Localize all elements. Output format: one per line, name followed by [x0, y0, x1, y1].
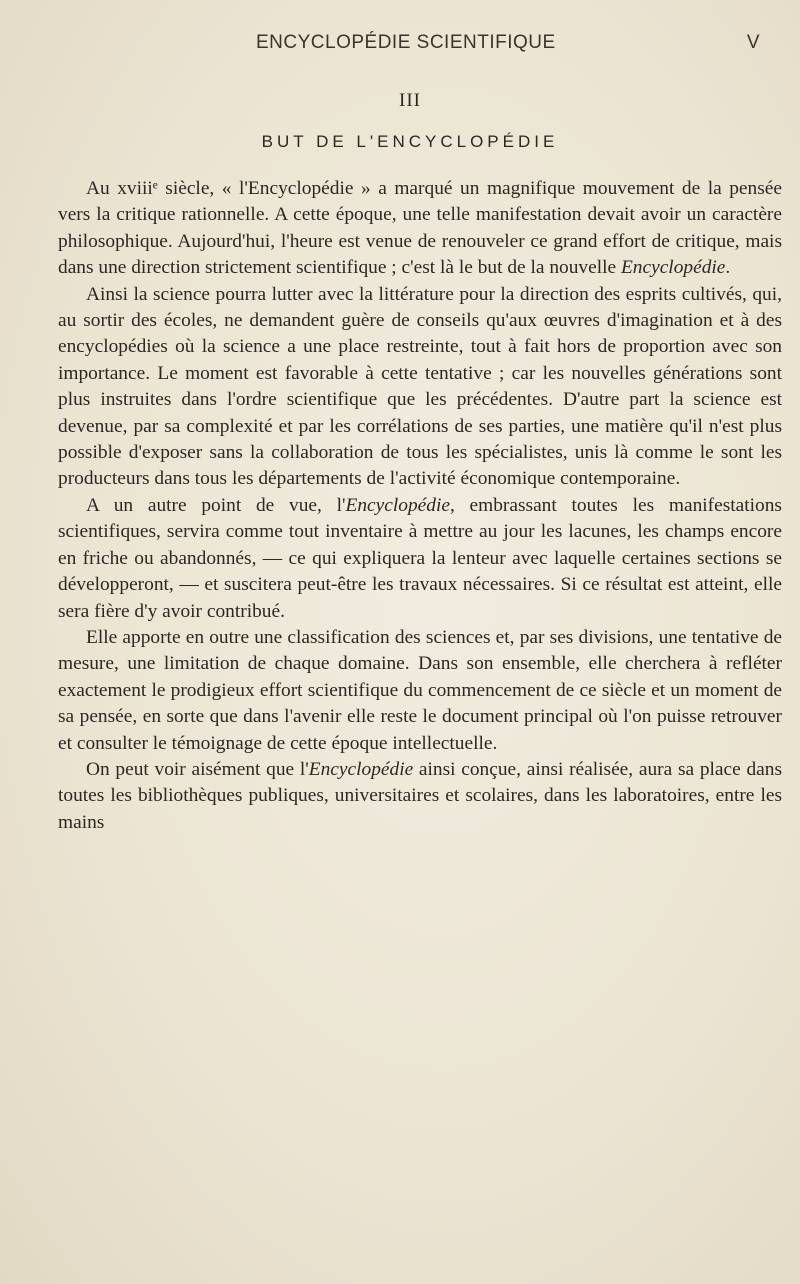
paragraph-text: On peut voir aisément que l'	[86, 758, 309, 780]
italic-title: Encyclopédie	[620, 257, 726, 279]
paragraph-text: Elle apporte en outre une classification des sciences et, par ses divisions, une tentative de mesure, une limitation de chaque domaine. Dans son ensemble, elle cherchera à refléter exactement le prodigieux effort scientifique du commencement de ce siècle et un moment de sa pensée, en sorte que dans l'avenir elle reste le document principal où l'on puisse retrouver et consulter le témoignage de cette époque intellectuelle.	[58, 626, 782, 754]
paragraph-text: Au xviiiᵉ siècle, « l'Encyclopédie » a marqué un magnifique mouvement de la pensée vers la critique rationnelle. A cette époque, une telle manifestation devait avoir un caractère philosophique. Aujourd'hui, l'heure est venue de renouveler ce grand effort de critique, mais dans une direction strictement scientifique ; c'est là le but de la nouvelle	[58, 178, 782, 279]
body-text	[58, 176, 782, 836]
paragraph-1	[58, 176, 782, 282]
paragraph-text: .	[725, 257, 731, 279]
page-number: V	[746, 32, 760, 53]
paragraph-4	[58, 625, 782, 757]
running-header	[256, 32, 760, 62]
italic-title: Encyclopédie	[308, 758, 414, 780]
paragraph-5	[58, 757, 782, 836]
italic-title: Encyclopédie	[345, 494, 450, 516]
paragraph-3	[58, 493, 782, 625]
paragraph-text: A un autre point de vue, l'	[86, 494, 346, 516]
paragraph-text: ainsi conçue, ainsi réalisée, aura sa place dans toutes les bibliothèques publiques, universitaires et scolaires, dans les laboratoires, entre les mains	[58, 758, 783, 833]
paragraph-text: , embrassant toutes les manifestations scientifiques, servira comme tout inventaire à mettre au jour les lacunes, les champs encore en friche ou abandonnés, — ce qui expliquera la lenteur avec laquelle certaines sections se développeront, — et suscitera peut-être les travaux nécessaires. Si ce résultat est atteint, elle sera fière d'y avoir contribué.	[58, 494, 782, 622]
section-number: III	[399, 90, 421, 111]
section-title: BUT DE L'ENCYCLOPÉDIE	[261, 132, 559, 151]
paragraph-text: Ainsi la science pourra lutter avec la littérature pour la direction des esprits cultivés, qui, au sortir des écoles, ne demandent guère de conseils qu'aux œuvres d'imagination et à des encyclopédies où la science a une place restreinte, tout à fait hors de proportion avec son importance. Le moment est favorable à cette tentative ; car les nouvelles générations sont plus instruites dans l'ordre scientifique que les précédentes. D'autre part la science est devenue, par sa complexité et par les corrélations de ses parties, une matière qu'il n'est plus possible d'exposer sans la collaboration de tous les spécialistes, unis là comme le sont les producteurs dans tous les départements de l'activité économique contemporaine.	[58, 283, 782, 490]
running-title: ENCYCLOPÉDIE SCIENTIFIQUE	[256, 32, 556, 53]
paragraph-2	[58, 282, 782, 493]
